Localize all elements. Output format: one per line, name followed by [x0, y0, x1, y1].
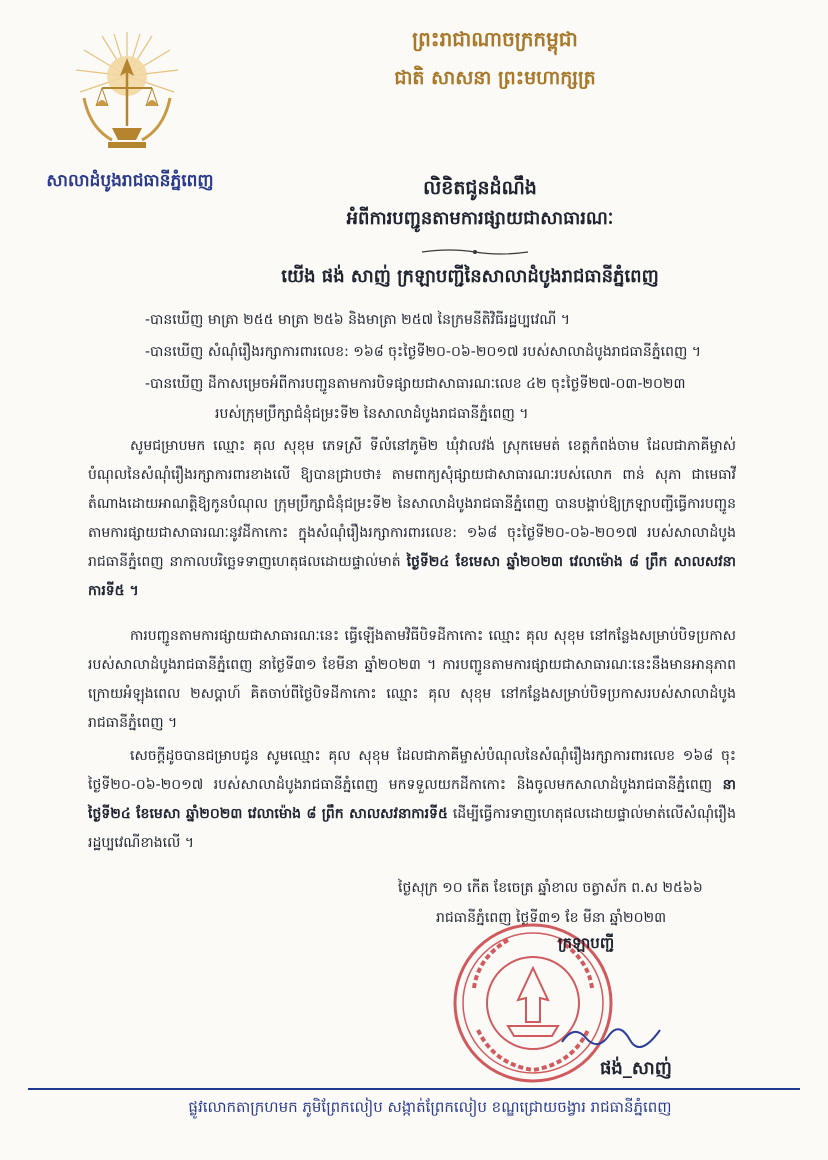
lunar-date: ថ្ងៃសុក្រ ១០ កើត ខែចេត្រ ឆ្នាំខាល ចត្វាស័ក ព.ស ២៥៦៦	[398, 880, 703, 896]
footer-address: ផ្លូវលោកតាក្រហមក ភូមិព្រែកលៀប សង្កាត់ព្រែកលៀប ខណ្ឌជ្រោយចង្វារ រាជធានីភ្នំពេញ	[188, 1098, 672, 1116]
place-and-date: រាជធានីភ្នំពេញ ថ្ងៃទី៣១ ខែ មីនា ឆ្នាំ២០២៣	[436, 910, 667, 926]
hearing-date-2: នាថ្ងៃទី២៤ ខែមេសា ឆ្នាំ២០២៣ វេលាម៉ោង ៨ ព្រឹក សាលសវនាការទី៥	[88, 777, 737, 822]
document-subject: អំពីការបញ្ជូនតាមការផ្សាយជាសាធារណៈ	[346, 208, 614, 229]
paragraph-2-text: ការបញ្ជូនតាមការផ្សាយជាសាធារណៈនេះ ធ្វើឡើងតាមវិធីបិទដីកាកោះ ឈ្មោះ គុល សុខុម នៅកន្លែងសម្រាប់បិទប្រកាសរបស់សាលាដំបូងរាជធានីភ្នំពេញ នាថ្ងៃទី៣១ ខែមីនា ឆ្នាំ២០២៣ ។ ការបញ្ជូនតាមការផ្សាយជាសាធារណៈនេះនឹងមានអានុភាព ក្រោយអំឡុងពេល ២សប្តាហ៍ គិតចាប់ពីថ្ងៃបិទដីកាកោះ ឈ្មោះ គុល សុខុម នៅកន្លែងសម្រាប់បិទប្រកាសរបស់សាលាដំបូងរាជធានីភ្នំពេញ ។	[88, 628, 736, 731]
national-motto: ជាតិ សាសនា ព្រះមហាក្សត្រ	[394, 67, 596, 89]
signer-name: ផង់_សាញ់	[600, 1058, 672, 1079]
legal-basis-3-continued: របស់ក្រុមប្រឹក្សាជំនុំជម្រះទី២ នៃសាលាដំបូងរាជធានីភ្នំពេញ ។	[215, 406, 529, 422]
court-emblem-icon	[72, 28, 182, 156]
legal-basis-2: -បានឃើញ សំណុំរឿងរក្សាការពារលេខ: ១៦៨ ចុះថ្ងៃទី២០-០៦-២០១៧ របស់សាលាដំបូងរាជធានីភ្នំពេញ ។	[145, 344, 701, 360]
document-type: លិខិតជូនដំណឹង	[423, 177, 537, 199]
legal-basis-1: -បានឃើញ មាត្រា ២៥៥ មាត្រា ២៥៦ និងមាត្រា ២៥៧ នៃក្រមនីតិវិធីរដ្ឋប្បវេណី ។	[145, 312, 571, 328]
paragraph-3-text: សេចក្តីដូចបានជម្រាបជូន សូមឈ្មោះ គុល សុខុម ដែលជាភាគីម្ចាស់បំណុលនៃសំណុំរឿងរក្សាការពារលេខ ១៦៨ ចុះថ្ងៃទី២០-០៦-២០១៧ របស់សាលាដំបូងរាជធានីភ្នំពេញ មកទទួលយកដីកាកោះ និងចូលមកសាលាដំបូងរាជធានីភ្នំពេញ	[88, 748, 736, 793]
court-name: សាលាដំបូងរាជធានីភ្នំពេញ	[46, 171, 214, 191]
paragraph-2	[88, 622, 736, 738]
kingdom-heading: ព្រះរាជាណាចក្រកម្ពុជា	[412, 27, 578, 51]
signer-title: ក្រឡាបញ្ជី	[558, 934, 615, 952]
paragraph-3	[88, 742, 736, 858]
paragraph-3-tail: ដើម្បីធ្វើការទាញហេតុផលដោយផ្ទាល់មាត់លើសំណុំរឿងរដ្ឋប្បវេណីខាងលើ ។	[88, 806, 736, 851]
footer-divider	[28, 1088, 800, 1090]
signature-icon	[556, 1018, 666, 1052]
ornament-divider-icon	[420, 246, 530, 258]
legal-basis-3: -បានឃើញ ដីកាសម្រេចអំពីការបញ្ជូនតាមការបិទផ្សាយជាសាធារណៈលេខ ៤២ ចុះថ្ងៃទី២៧-០៣-២០២៣	[145, 376, 686, 392]
issuer-line: យើង ផង់ សាញ់ ក្រឡាបញ្ជីនៃសាលាដំបូងរាជធានីភ្នំពេញ	[281, 266, 659, 287]
hearing-date-1: ថ្ងៃទី២៤ ខែមេសា ឆ្នាំ២០២៣ វេលាម៉ោង ៨ ព្រឹក សាលសវនាការទី៥ ។	[88, 554, 737, 599]
paragraph-1-text: សូមជម្រាបមក ឈ្មោះ គុល សុខុម ភេទស្រី ទីលំនៅភូមិ២ ឃុំវាលវង់ ស្រុកមេមត់ ខេត្តកំពង់ចាម ដែលជាភាគីម្ចាស់បំណុលនៃសំណុំរឿងរក្សាការពារខាងលើ ឱ្យបានជ្រាបថា៖ តាមពាក្យសុំផ្សាយជាសាធារណៈរបស់លោក ពាន់ សុភា ជាមេធាវីតំណាងដោយអាណត្តិឱ្យកូនបំណុល ក្រុមប្រឹក្សាជំនុំជម្រះទី២ នៃសាលាដំបូងរាជធានីភ្នំពេញ បានបង្គាប់ឱ្យក្រឡាបញ្ជីធ្វើការបញ្ជូនតាមការផ្សាយជាសាធារណៈនូវដីកាកោះ ក្នុងសំណុំរឿងរក្សាការពារលេខ: ១៦៨ ចុះថ្ងៃទី២០-០៦-២០១៧ របស់សាលាដំបូងរាជធានីភ្នំពេញ នាកាលបរិច្ឆេទទាញហេតុផលដោយផ្ទាល់មាត់	[88, 438, 736, 570]
paragraph-1	[88, 432, 736, 606]
